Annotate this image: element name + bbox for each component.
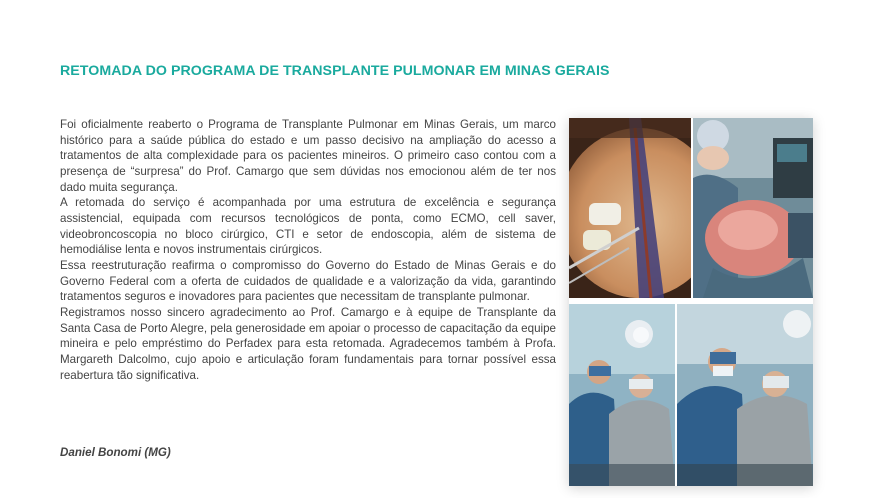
article-body	[60, 117, 556, 383]
surgical-site-photo	[569, 118, 691, 298]
photo-collage	[569, 118, 813, 486]
author-signature: Daniel Bonomi (MG)	[60, 446, 171, 459]
team-photo-left	[569, 304, 675, 486]
paragraph-2: A retomada do serviço é acompanhada por uma estrutura de excelência e segurança assistencial, equipada com recursos tecnológicos de ponta, como ECMO, cell saver, videobroncoscopia no bloco cirúrgico, CTI e setor de endoscopia, além de sistema de hemodiálise lenta e novos instrumentais cirúrgicos.	[60, 196, 556, 257]
article-title: RETOMADA DO PROGRAMA DE TRANSPLANTE PULMONAR EM MINAS GERAIS	[60, 63, 610, 79]
surgical-site-image	[569, 118, 691, 298]
paragraph-3: Essa reestruturação reafirma o compromisso do Governo do Estado de Minas Gerais e do Governo Federal com a oferta de cuidados de qualidade e a valorização da vida, garantindo tratamentos seguros e inovadores para pacientes que necessitam de transplante pulmonar.	[60, 258, 556, 304]
paragraph-4: Registramos nosso sincero agradecimento ao Prof. Camargo e à equipe de Transplante da Santa Casa de Porto Alegre, pela generosidade em apoiar o processo de capacitação da equipe mineira e pelo empréstimo do Perfadex para esta retomada. Agradecemos também à Profa. Margareth Dalcolmo, cujo apoio e articulação foram fundamentais para tornar possível essa reabertura tão significativa.	[60, 305, 556, 382]
paragraph-1: Foi oficialmente reaberto o Programa de Transplante Pulmonar em Minas Gerais, um marco histórico para a saúde pública do estado e um passo decisivo na ampliação do acesso a tratamentos de alta complexidade para os pacientes mineiros. O primeiro caso contou com a presença de “surpresa” do Prof. Camargo que sem dúvidas nos emocionou além de ter nos dado muita segurança.	[60, 118, 556, 194]
donor-lung-image	[693, 118, 813, 298]
team-right-image	[677, 304, 813, 486]
team-photo-right	[677, 304, 813, 486]
donor-lung-photo	[693, 118, 813, 298]
team-left-image	[569, 304, 675, 486]
